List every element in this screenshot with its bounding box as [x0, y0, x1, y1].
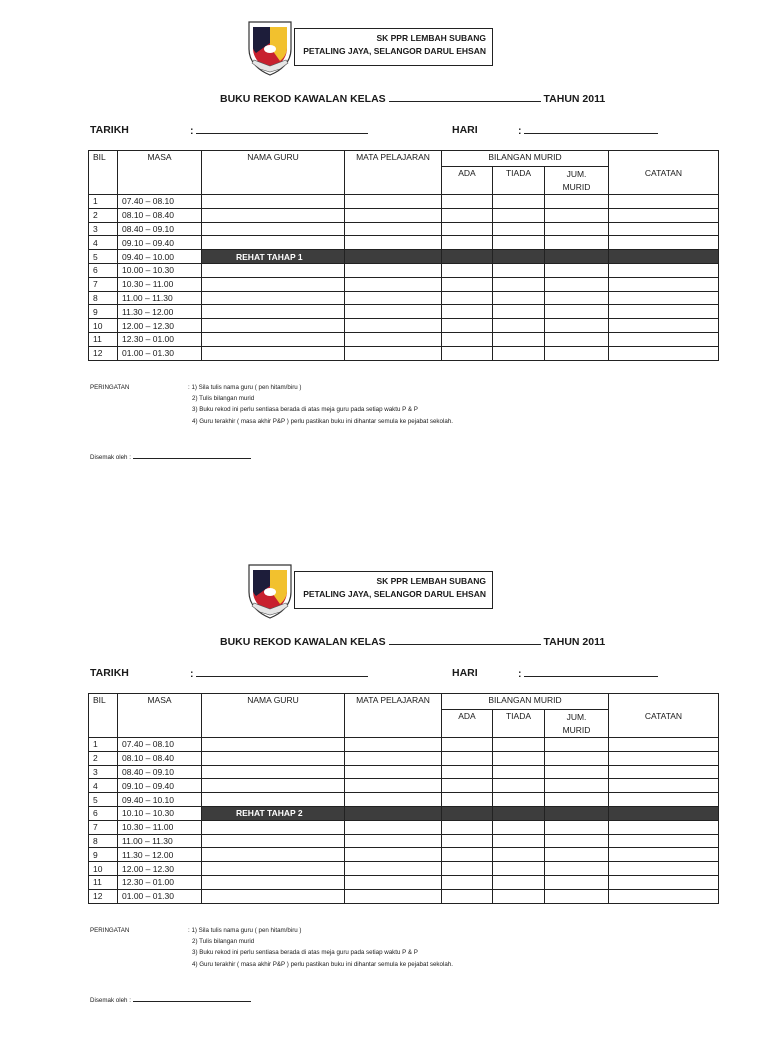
- school-address-box: [294, 571, 493, 609]
- cell-ada[interactable]: [442, 195, 493, 209]
- cell-nama-guru[interactable]: [202, 195, 345, 209]
- cell-nama-guru[interactable]: [202, 222, 345, 236]
- cell-nama-guru[interactable]: [202, 848, 345, 862]
- school-address-box: [294, 28, 493, 66]
- cell-catatan[interactable]: [609, 793, 719, 807]
- cell-masa: 08.40 – 09.10: [118, 222, 202, 236]
- cell-tiada[interactable]: [493, 738, 545, 752]
- header-masa: MASA: [118, 694, 202, 738]
- cell-mata-pelajaran[interactable]: [345, 291, 442, 305]
- peringatan-item: 3) Buku rekod ini perlu sentiasa berada di atas meja guru pada setiap waktu P & P: [192, 406, 418, 414]
- cell-tiada[interactable]: [493, 346, 545, 360]
- cell-tiada[interactable]: [493, 848, 545, 862]
- table-row: [89, 875, 719, 889]
- cell-bil: 6: [89, 263, 118, 277]
- table-row: [89, 751, 719, 765]
- cell-tiada[interactable]: [493, 862, 545, 876]
- cell-bil: 4: [89, 236, 118, 250]
- header-bilangan-murid: BILANGAN MURID: [442, 151, 609, 167]
- cell-mata-pelajaran[interactable]: [345, 277, 442, 291]
- cell-mata-pelajaran[interactable]: [345, 236, 442, 250]
- cell-bil: 9: [89, 848, 118, 862]
- cell-masa: 09.40 – 10.00: [118, 250, 202, 264]
- header-ada: ADA: [442, 167, 493, 195]
- cell-tiada[interactable]: [493, 793, 545, 807]
- cell-tiada[interactable]: [493, 208, 545, 222]
- cell-bil: 12: [89, 889, 118, 903]
- rehat-break-cell: [202, 806, 345, 820]
- cell-tiada[interactable]: [493, 889, 545, 903]
- cell-bil: 3: [89, 222, 118, 236]
- cell-bil: 4: [89, 779, 118, 793]
- cell-ada[interactable]: [442, 765, 493, 779]
- cell-catatan[interactable]: [609, 738, 719, 752]
- rehat-label: REHAT TAHAP 1: [236, 251, 303, 262]
- table-row: [89, 779, 719, 793]
- cell-mata-pelajaran[interactable]: [345, 305, 442, 319]
- cell-jum-murid[interactable]: [545, 889, 609, 903]
- hari-field: [518, 124, 658, 137]
- cell-masa: 12.30 – 01.00: [118, 875, 202, 889]
- title-prefix: BUKU REKOD KAWALAN KELAS: [220, 636, 386, 648]
- header-mata-pelajaran: MATA PELAJARAN: [345, 694, 442, 738]
- cell-bil: 8: [89, 834, 118, 848]
- cell-nama-guru[interactable]: [202, 765, 345, 779]
- table-row: [89, 862, 719, 876]
- rehat-filler-cell: [442, 806, 493, 820]
- cell-catatan[interactable]: [609, 848, 719, 862]
- table-row: [89, 889, 719, 903]
- class-record-table: [88, 150, 719, 361]
- cell-tiada[interactable]: [493, 779, 545, 793]
- cell-masa: 11.00 – 11.30: [118, 834, 202, 848]
- table-row: [89, 820, 719, 834]
- cell-masa: 10.30 – 11.00: [118, 820, 202, 834]
- cell-ada[interactable]: [442, 236, 493, 250]
- cell-catatan[interactable]: [609, 208, 719, 222]
- cell-masa: 08.10 – 08.40: [118, 208, 202, 222]
- cell-catatan[interactable]: [609, 319, 719, 333]
- class-name-blank[interactable]: [389, 635, 541, 645]
- cell-catatan[interactable]: [609, 195, 719, 209]
- cell-ada[interactable]: [442, 277, 493, 291]
- record-sheet-2: [0, 543, 768, 1043]
- cell-tiada[interactable]: [493, 834, 545, 848]
- sheet-title: [220, 635, 605, 648]
- cell-jum-murid[interactable]: [545, 263, 609, 277]
- cell-jum-murid[interactable]: [545, 319, 609, 333]
- cell-ada[interactable]: [442, 779, 493, 793]
- cell-masa: 12.30 – 01.00: [118, 332, 202, 346]
- cell-ada[interactable]: [442, 834, 493, 848]
- cell-masa: 09.10 – 09.40: [118, 236, 202, 250]
- cell-jum-murid[interactable]: [545, 820, 609, 834]
- header-bil: BIL: [89, 151, 118, 195]
- cell-jum-murid[interactable]: [545, 208, 609, 222]
- rehat-filler-cell: [493, 806, 545, 820]
- cell-mata-pelajaran[interactable]: [345, 346, 442, 360]
- cell-jum-murid[interactable]: [545, 875, 609, 889]
- hari-blank[interactable]: [524, 124, 658, 134]
- cell-jum-murid[interactable]: [545, 751, 609, 765]
- table-row: [89, 793, 719, 807]
- cell-catatan[interactable]: [609, 263, 719, 277]
- header-bil: BIL: [89, 694, 118, 738]
- cell-nama-guru[interactable]: [202, 236, 345, 250]
- peringatan-item: 3) Buku rekod ini perlu sentiasa berada di atas meja guru pada setiap waktu P & P: [192, 949, 418, 957]
- cell-masa: 09.40 – 10.10: [118, 793, 202, 807]
- cell-ada[interactable]: [442, 738, 493, 752]
- table-row: [89, 848, 719, 862]
- disemak-blank[interactable]: [133, 451, 251, 459]
- rehat-filler-cell: [545, 806, 609, 820]
- peringatan-item: 2) Tulis bilangan murid: [192, 395, 255, 403]
- cell-catatan[interactable]: [609, 236, 719, 250]
- school-crest-logo: [246, 562, 294, 620]
- cell-nama-guru[interactable]: [202, 208, 345, 222]
- cell-masa: 12.00 – 12.30: [118, 319, 202, 333]
- cell-catatan[interactable]: [609, 277, 719, 291]
- school-name: SK PPR LEMBAH SUBANG: [376, 33, 486, 43]
- cell-masa: 07.40 – 08.10: [118, 195, 202, 209]
- disemak-field: [90, 451, 251, 461]
- cell-bil: 11: [89, 875, 118, 889]
- hari-field-label: HARI: [452, 124, 478, 136]
- cell-ada[interactable]: [442, 346, 493, 360]
- hari-blank[interactable]: [524, 667, 658, 677]
- cell-mata-pelajaran[interactable]: [345, 195, 442, 209]
- rehat-filler-cell: [609, 250, 719, 264]
- cell-nama-guru[interactable]: [202, 889, 345, 903]
- rehat-filler-cell: [442, 250, 493, 264]
- cell-jum-murid[interactable]: [545, 834, 609, 848]
- cell-mata-pelajaran[interactable]: [345, 834, 442, 848]
- tarikh-blank[interactable]: [196, 667, 368, 677]
- cell-catatan[interactable]: [609, 862, 719, 876]
- cell-ada[interactable]: [442, 208, 493, 222]
- rehat-filler-cell: [345, 806, 442, 820]
- cell-masa: 08.40 – 09.10: [118, 765, 202, 779]
- cell-catatan[interactable]: [609, 834, 719, 848]
- cell-catatan[interactable]: [609, 875, 719, 889]
- cell-tiada[interactable]: [493, 305, 545, 319]
- cell-tiada[interactable]: [493, 195, 545, 209]
- cell-tiada[interactable]: [493, 332, 545, 346]
- cell-nama-guru[interactable]: [202, 263, 345, 277]
- peringatan-item: 2) Tulis bilangan murid: [192, 938, 255, 946]
- table-row: [89, 263, 719, 277]
- header-ada: ADA: [442, 710, 493, 738]
- cell-bil: 1: [89, 195, 118, 209]
- header-jum-murid: [545, 710, 609, 738]
- school-address: PETALING JAYA, SELANGOR DARUL EHSAN: [303, 46, 486, 56]
- table-row: [89, 250, 719, 264]
- table-row: [89, 222, 719, 236]
- peringatan-item: : 1) Sila tulis nama guru ( pen hitam/biru ): [188, 927, 302, 934]
- header-jum-label: JUM.: [566, 712, 587, 722]
- table-row: [89, 806, 719, 820]
- cell-catatan[interactable]: [609, 291, 719, 305]
- cell-bil: 2: [89, 208, 118, 222]
- cell-catatan[interactable]: [609, 765, 719, 779]
- cell-catatan[interactable]: [609, 820, 719, 834]
- cell-masa: 10.10 – 10.30: [118, 806, 202, 820]
- tarikh-blank[interactable]: [196, 124, 368, 134]
- tarikh-colon: :: [190, 125, 194, 137]
- cell-nama-guru[interactable]: [202, 793, 345, 807]
- table-row: [89, 291, 719, 305]
- cell-nama-guru[interactable]: [202, 305, 345, 319]
- cell-ada[interactable]: [442, 305, 493, 319]
- cell-ada[interactable]: [442, 862, 493, 876]
- header-tiada: TIADA: [493, 167, 545, 195]
- cell-jum-murid[interactable]: [545, 195, 609, 209]
- table-row: [89, 332, 719, 346]
- cell-bil: 5: [89, 793, 118, 807]
- table-row: [89, 208, 719, 222]
- cell-masa: 10.30 – 11.00: [118, 277, 202, 291]
- cell-ada[interactable]: [442, 319, 493, 333]
- cell-bil: 2: [89, 751, 118, 765]
- peringatan-item: 4) Guru terakhir ( masa akhir P&P ) perlu pastikan buku ini dihantar semula ke pejabat sekolah.: [192, 417, 453, 425]
- header-catatan: CATATAN: [609, 694, 719, 738]
- cell-tiada[interactable]: [493, 875, 545, 889]
- sheet-title: [220, 92, 605, 105]
- cell-catatan[interactable]: [609, 305, 719, 319]
- cell-masa: 11.30 – 12.00: [118, 305, 202, 319]
- cell-mata-pelajaran[interactable]: [345, 738, 442, 752]
- cell-nama-guru[interactable]: [202, 820, 345, 834]
- rehat-filler-cell: [545, 250, 609, 264]
- cell-masa: 10.00 – 10.30: [118, 263, 202, 277]
- header-nama-guru: NAMA GURU: [202, 694, 345, 738]
- cell-jum-murid[interactable]: [545, 305, 609, 319]
- header-jum-murid: [545, 167, 609, 195]
- rehat-filler-cell: [345, 250, 442, 264]
- cell-tiada[interactable]: [493, 291, 545, 305]
- cell-bil: 3: [89, 765, 118, 779]
- peringatan-label: PERINGATAN: [90, 927, 130, 934]
- cell-bil: 9: [89, 305, 118, 319]
- cell-tiada[interactable]: [493, 765, 545, 779]
- header-mata-pelajaran: MATA PELAJARAN: [345, 151, 442, 195]
- cell-mata-pelajaran[interactable]: [345, 889, 442, 903]
- cell-jum-murid[interactable]: [545, 236, 609, 250]
- tarikh-colon: :: [190, 668, 194, 680]
- tarikh-field: [190, 124, 368, 137]
- cell-bil: 7: [89, 277, 118, 291]
- cell-ada[interactable]: [442, 793, 493, 807]
- cell-jum-murid[interactable]: [545, 346, 609, 360]
- cell-nama-guru[interactable]: [202, 346, 345, 360]
- header-murid-label: MURID: [562, 182, 591, 192]
- cell-tiada[interactable]: [493, 222, 545, 236]
- table-row: [89, 346, 719, 360]
- cell-mata-pelajaran[interactable]: [345, 222, 442, 236]
- disemak-field: [90, 994, 251, 1004]
- cell-masa: 09.10 – 09.40: [118, 779, 202, 793]
- cell-nama-guru[interactable]: [202, 834, 345, 848]
- cell-bil: 5: [89, 250, 118, 264]
- cell-nama-guru[interactable]: [202, 291, 345, 305]
- hari-field-label: HARI: [452, 667, 478, 679]
- cell-ada[interactable]: [442, 889, 493, 903]
- cell-bil: 6: [89, 806, 118, 820]
- cell-nama-guru[interactable]: [202, 875, 345, 889]
- school-crest-logo: [246, 19, 294, 77]
- disemak-label: Disemak oleh :: [90, 454, 131, 461]
- cell-masa: 11.00 – 11.30: [118, 291, 202, 305]
- cell-bil: 7: [89, 820, 118, 834]
- cell-jum-murid[interactable]: [545, 277, 609, 291]
- school-address: PETALING JAYA, SELANGOR DARUL EHSAN: [303, 589, 486, 599]
- header-bilangan-murid: BILANGAN MURID: [442, 694, 609, 710]
- cell-mata-pelajaran[interactable]: [345, 319, 442, 333]
- rehat-label: REHAT TAHAP 2: [236, 808, 303, 819]
- cell-ada[interactable]: [442, 875, 493, 889]
- class-name-blank[interactable]: [389, 92, 541, 102]
- cell-masa: 12.00 – 12.30: [118, 862, 202, 876]
- cell-bil: 11: [89, 332, 118, 346]
- tarikh-field: [190, 667, 368, 680]
- cell-tiada[interactable]: [493, 277, 545, 291]
- cell-bil: 8: [89, 291, 118, 305]
- cell-tiada[interactable]: [493, 236, 545, 250]
- cell-catatan[interactable]: [609, 222, 719, 236]
- cell-ada[interactable]: [442, 222, 493, 236]
- cell-mata-pelajaran[interactable]: [345, 793, 442, 807]
- table-row: [89, 319, 719, 333]
- table-row: [89, 236, 719, 250]
- header-jum-label: JUM.: [566, 169, 587, 179]
- cell-ada[interactable]: [442, 820, 493, 834]
- tarikh-field-label: TARIKH: [90, 124, 129, 136]
- cell-catatan[interactable]: [609, 779, 719, 793]
- class-record-table: [88, 693, 719, 904]
- school-name: SK PPR LEMBAH SUBANG: [376, 576, 486, 586]
- table-row: [89, 738, 719, 752]
- cell-jum-murid[interactable]: [545, 738, 609, 752]
- cell-ada[interactable]: [442, 751, 493, 765]
- peringatan-label: PERINGATAN: [90, 384, 130, 391]
- peringatan-list: [188, 925, 668, 970]
- cell-tiada[interactable]: [493, 263, 545, 277]
- record-sheet-1: [0, 0, 768, 500]
- cell-catatan[interactable]: [609, 332, 719, 346]
- table-row: [89, 834, 719, 848]
- peringatan-list: [188, 382, 668, 427]
- cell-ada[interactable]: [442, 332, 493, 346]
- cell-bil: 12: [89, 346, 118, 360]
- peringatan-item: : 1) Sila tulis nama guru ( pen hitam/biru ): [188, 384, 302, 391]
- cell-nama-guru[interactable]: [202, 319, 345, 333]
- header-murid-label: MURID: [562, 725, 591, 735]
- cell-jum-murid[interactable]: [545, 779, 609, 793]
- cell-masa: 11.30 – 12.00: [118, 848, 202, 862]
- hari-field: [518, 667, 658, 680]
- cell-catatan[interactable]: [609, 889, 719, 903]
- cell-nama-guru[interactable]: [202, 738, 345, 752]
- cell-jum-murid[interactable]: [545, 291, 609, 305]
- cell-mata-pelajaran[interactable]: [345, 820, 442, 834]
- title-suffix: TAHUN 2011: [543, 93, 606, 105]
- peringatan-item: 4) Guru terakhir ( masa akhir P&P ) perlu pastikan buku ini dihantar semula ke pejabat sekolah.: [192, 960, 453, 968]
- cell-jum-murid[interactable]: [545, 222, 609, 236]
- table-row: [89, 305, 719, 319]
- cell-masa: 07.40 – 08.10: [118, 738, 202, 752]
- rehat-break-cell: [202, 250, 345, 264]
- header-nama-guru: NAMA GURU: [202, 151, 345, 195]
- rehat-filler-cell: [493, 250, 545, 264]
- cell-mata-pelajaran[interactable]: [345, 332, 442, 346]
- cell-mata-pelajaran[interactable]: [345, 875, 442, 889]
- hari-colon: :: [518, 668, 522, 680]
- table-row: [89, 765, 719, 779]
- cell-tiada[interactable]: [493, 751, 545, 765]
- hari-colon: :: [518, 125, 522, 137]
- header-masa: MASA: [118, 151, 202, 195]
- title-prefix: BUKU REKOD KAWALAN KELAS: [220, 93, 386, 105]
- cell-catatan[interactable]: [609, 751, 719, 765]
- cell-bil: 1: [89, 738, 118, 752]
- header-catatan: CATATAN: [609, 151, 719, 195]
- header-tiada: TIADA: [493, 710, 545, 738]
- cell-mata-pelajaran[interactable]: [345, 848, 442, 862]
- cell-nama-guru[interactable]: [202, 751, 345, 765]
- cell-masa: 01.00 – 01.30: [118, 889, 202, 903]
- rehat-filler-cell: [609, 806, 719, 820]
- cell-mata-pelajaran[interactable]: [345, 862, 442, 876]
- tarikh-field-label: TARIKH: [90, 667, 129, 679]
- cell-jum-murid[interactable]: [545, 765, 609, 779]
- cell-tiada[interactable]: [493, 820, 545, 834]
- cell-bil: 10: [89, 319, 118, 333]
- disemak-blank[interactable]: [133, 994, 251, 1002]
- cell-nama-guru[interactable]: [202, 862, 345, 876]
- cell-catatan[interactable]: [609, 346, 719, 360]
- cell-jum-murid[interactable]: [545, 332, 609, 346]
- table-row: [89, 277, 719, 291]
- cell-bil: 10: [89, 862, 118, 876]
- cell-mata-pelajaran[interactable]: [345, 208, 442, 222]
- cell-nama-guru[interactable]: [202, 332, 345, 346]
- title-suffix: TAHUN 2011: [543, 636, 606, 648]
- cell-mata-pelajaran[interactable]: [345, 779, 442, 793]
- table-row: [89, 195, 719, 209]
- cell-masa: 08.10 – 08.40: [118, 751, 202, 765]
- cell-masa: 01.00 – 01.30: [118, 346, 202, 360]
- cell-mata-pelajaran[interactable]: [345, 765, 442, 779]
- cell-ada[interactable]: [442, 291, 493, 305]
- cell-jum-murid[interactable]: [545, 862, 609, 876]
- disemak-label: Disemak oleh :: [90, 997, 131, 1004]
- cell-mata-pelajaran[interactable]: [345, 263, 442, 277]
- cell-nama-guru[interactable]: [202, 779, 345, 793]
- cell-jum-murid[interactable]: [545, 848, 609, 862]
- cell-ada[interactable]: [442, 263, 493, 277]
- cell-mata-pelajaran[interactable]: [345, 751, 442, 765]
- cell-jum-murid[interactable]: [545, 793, 609, 807]
- cell-tiada[interactable]: [493, 319, 545, 333]
- cell-nama-guru[interactable]: [202, 277, 345, 291]
- cell-ada[interactable]: [442, 848, 493, 862]
